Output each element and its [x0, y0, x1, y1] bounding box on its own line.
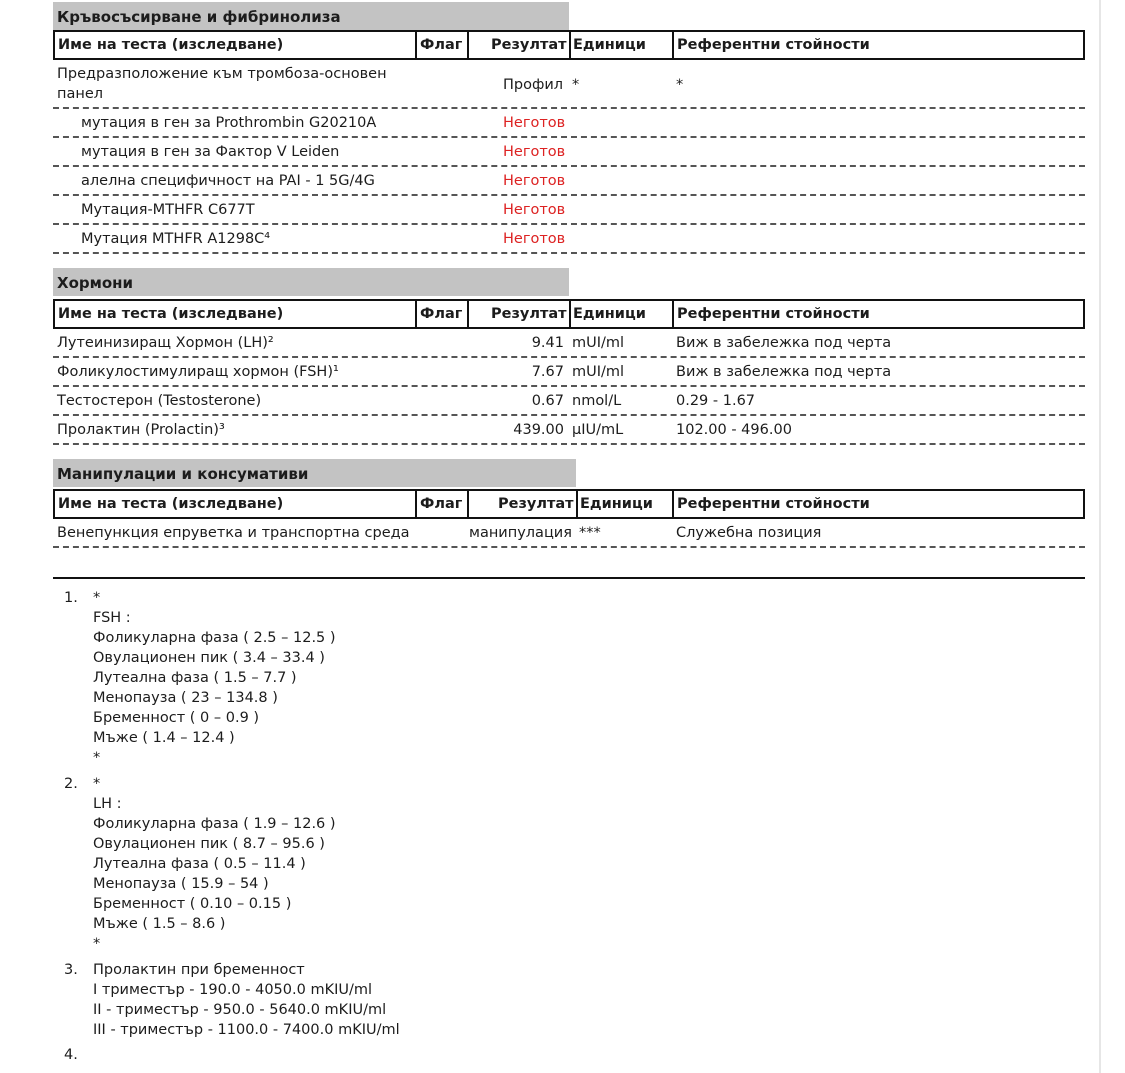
table-header-manipulations [53, 489, 1085, 519]
header-units: Единици [573, 37, 646, 53]
footnote-separator [53, 577, 1085, 579]
test-name: алелна специфичност на PAI - 1 5G/4G [81, 173, 375, 189]
test-units: µIU/mL [572, 422, 624, 438]
test-name: мутация в ген за Prothrombin G20210A [81, 115, 377, 131]
header-flag: Флаг [420, 306, 463, 322]
header-flag: Флаг [420, 37, 463, 53]
section-title-manipulations: Манипулации и консумативи [53, 459, 576, 487]
test-name: Лутеинизиращ Хормон (LH)² [57, 335, 274, 351]
table-row [53, 416, 1085, 445]
footnote-line: * [93, 750, 101, 766]
footnote-line: Овулационен пик ( 8.7 – 95.6 ) [93, 836, 325, 852]
test-name: мутация в ген за Фактор V Leiden [81, 144, 340, 160]
table-row [53, 387, 1085, 416]
test-result: 0.67 [531, 393, 564, 409]
test-name: Мутация-MTHFR C677T [81, 202, 255, 218]
test-units: nmol/L [572, 393, 622, 409]
footnote-line: Менопауза ( 15.9 – 54 ) [93, 876, 269, 892]
header-reference: Референтни стойности [677, 496, 870, 512]
header-divider [672, 489, 674, 519]
section-title-hormones: Хормони [53, 268, 569, 296]
footnote-line: Овулационен пик ( 3.4 – 33.4 ) [93, 650, 325, 666]
header-divider [467, 30, 469, 60]
test-name: Венепункция епрувeтка и транспортна среда [57, 525, 410, 541]
test-result: Неготов [503, 115, 566, 131]
header-test-name: Име на теста (изследване) [58, 37, 284, 53]
footnote-number: 4. [64, 1047, 78, 1063]
header-divider [467, 299, 469, 329]
test-name: Пролактин (Prolactin)³ [57, 422, 225, 438]
header-divider [672, 299, 674, 329]
footnote-line: Фоликуларна фаза ( 2.5 – 12.5 ) [93, 630, 336, 646]
header-reference: Референтни стойности [677, 306, 870, 322]
footnote-number: 3. [64, 962, 78, 978]
footnote-line: * [93, 590, 101, 606]
test-result: 7.67 [531, 364, 564, 380]
test-name-continued: панел [57, 86, 104, 102]
table-header-coagulation [53, 30, 1085, 60]
header-divider [467, 489, 469, 519]
test-result: Профил [503, 77, 564, 93]
footnote-line: Лутеална фаза ( 1.5 – 7.7 ) [93, 670, 297, 686]
header-result: Резултат [491, 37, 567, 53]
table-row [53, 519, 1085, 548]
test-units: mUI/ml [572, 335, 625, 351]
table-row [53, 138, 1085, 167]
footnote-line: III - триместър - 1100.0 - 7400.0 mKIU/ml [93, 1022, 400, 1038]
test-result: Неготов [503, 144, 566, 160]
test-reference: Виж в забележка под черта [676, 364, 892, 380]
footnote-line: I триместър - 190.0 - 4050.0 mKIU/ml [93, 982, 373, 998]
footnote-line: II - триместър - 950.0 - 5640.0 mKIU/ml [93, 1002, 387, 1018]
test-reference: * [676, 77, 684, 93]
header-divider [569, 299, 571, 329]
header-units: Единици [573, 306, 646, 322]
header-divider [415, 30, 417, 60]
footnote-line: Мъже ( 1.4 – 12.4 ) [93, 730, 235, 746]
header-divider [576, 489, 578, 519]
header-result: Резултат [491, 306, 567, 322]
header-reference: Референтни стойности [677, 37, 870, 53]
footnote-line: Пролактин при бременност [93, 962, 305, 978]
header-flag: Флаг [420, 496, 463, 512]
table-row [53, 358, 1085, 387]
footnote-line: Бременност ( 0.10 – 0.15 ) [93, 896, 292, 912]
footnote-line: Лутеална фаза ( 0.5 – 11.4 ) [93, 856, 306, 872]
header-divider [569, 30, 571, 60]
footnote-line: FSH : [93, 610, 131, 626]
test-result: Неготов [503, 173, 566, 189]
header-units: Единици [580, 496, 653, 512]
footnote-line: * [93, 936, 101, 952]
test-name: Мутация MTHFR A1298C⁴ [81, 231, 271, 247]
header-divider [415, 489, 417, 519]
footnote-line: Бременност ( 0 – 0.9 ) [93, 710, 260, 726]
test-name: Фоликулостимулиращ хормон (FSH)¹ [57, 364, 339, 380]
footnote-line: Мъже ( 1.5 – 8.6 ) [93, 916, 226, 932]
header-test-name: Име на теста (изследване) [58, 306, 284, 322]
header-test-name: Име на теста (изследване) [58, 496, 284, 512]
footnote-line: Фоликуларна фаза ( 1.9 – 12.6 ) [93, 816, 336, 832]
table-header-hormones [53, 299, 1085, 329]
header-divider [415, 299, 417, 329]
footnote-line: LH : [93, 796, 122, 812]
test-units: mUI/ml [572, 364, 625, 380]
table-row [53, 109, 1085, 138]
test-result: манипулация [469, 525, 572, 541]
test-result: 439.00 [513, 422, 564, 438]
test-name: Тестостерон (Testosterone) [57, 393, 262, 409]
footnote-number: 2. [64, 776, 78, 792]
footnote-line: Менопауза ( 23 – 134.8 ) [93, 690, 278, 706]
footnote-number: 1. [64, 590, 78, 606]
section-title-coagulation: Кръвосъсирване и фибринолиза [53, 2, 569, 30]
test-reference: Виж в забележка под черта [676, 335, 892, 351]
header-result: Резултат [498, 496, 574, 512]
test-reference: 0.29 - 1.67 [676, 393, 756, 409]
header-divider [672, 30, 674, 60]
table-row [53, 167, 1085, 196]
table-row [53, 196, 1085, 225]
test-result: 9.41 [531, 335, 564, 351]
test-name: Предразположение към тромбоза-основен [57, 66, 387, 82]
test-result: Неготов [503, 202, 566, 218]
test-units: *** [579, 525, 601, 541]
test-units: * [572, 77, 580, 93]
page-right-border [1099, 0, 1101, 1073]
test-reference: Служебна позиция [676, 525, 822, 541]
table-row [53, 225, 1085, 254]
table-row-panel [53, 60, 1085, 109]
test-result: Неготов [503, 231, 566, 247]
test-reference: 102.00 - 496.00 [676, 422, 792, 438]
table-row [53, 329, 1085, 358]
footnote-line: * [93, 776, 101, 792]
